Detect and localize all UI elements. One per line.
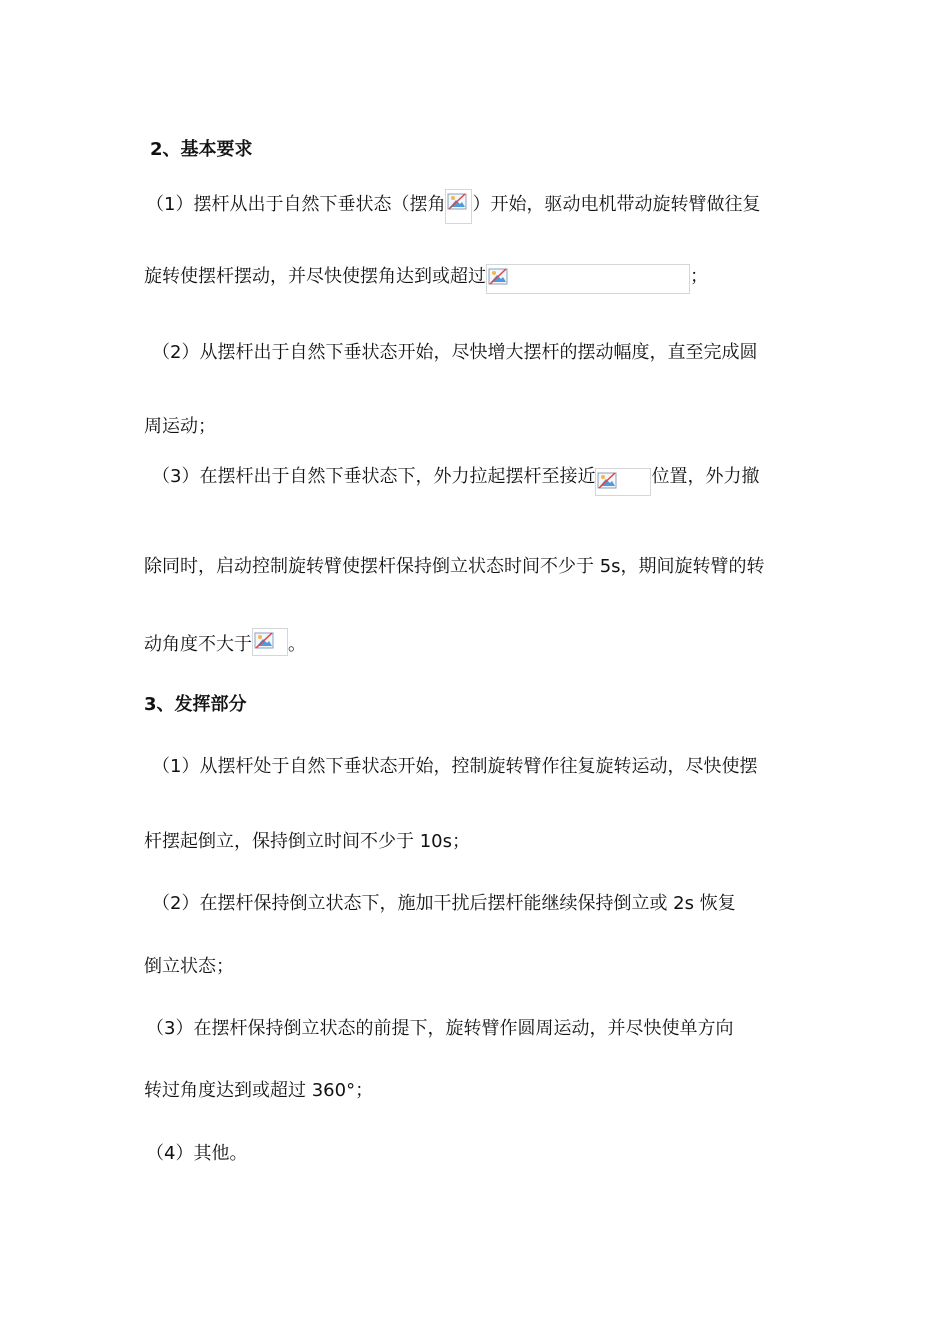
broken-image-icon — [445, 189, 472, 224]
section-2-item-3-line-1 — [152, 465, 759, 496]
section-3-item-1-line-2: 杆摆起倒立，保持倒立时间不少于 10s； — [144, 831, 471, 852]
broken-image-icon — [486, 264, 690, 294]
section-3-heading: 3、发挥部分 — [144, 694, 247, 715]
text-fragment: 动角度不大于 — [144, 634, 252, 655]
section-3-item-3-line-2: 转过角度达到或超过 360°； — [144, 1080, 374, 1101]
section-3-item-4-line-1: （4）其他。 — [146, 1143, 248, 1164]
section-3-item-2-line-2: 倒立状态； — [144, 956, 234, 977]
text-fragment: ）开始，驱动电机带动旋转臂做往复 — [472, 194, 761, 215]
section-3-item-1-line-1: （1）从摆杆处于自然下垂状态开始，控制旋转臂作往复旋转运动，尽快使摆 — [152, 756, 758, 777]
section-2-item-1-line-2 — [144, 264, 708, 294]
section-3-item-2-line-1: （2）在摆杆保持倒立状态下，施加干扰后摆杆能继续保持倒立或 2s 恢复 — [152, 893, 736, 914]
text-fragment: （1）摆杆从出于自然下垂状态（摆角 — [146, 194, 446, 215]
section-2-item-1-line-1 — [146, 189, 760, 224]
text-fragment: ； — [690, 266, 708, 287]
section-2-item-2-line-1: （2）从摆杆出于自然下垂状态开始，尽快增大摆杆的摆动幅度，直至完成圆 — [152, 342, 758, 363]
section-2-item-3-line-3 — [144, 628, 306, 657]
text-fragment: （3）在摆杆出于自然下垂状态下，外力拉起摆杆至接近 — [152, 466, 596, 487]
section-2-item-2-line-2: 周运动； — [144, 416, 216, 437]
broken-image-icon — [595, 468, 651, 496]
section-3-item-3-line-1: （3）在摆杆保持倒立状态的前提下，旋转臂作圆周运动，并尽快使单方向 — [146, 1018, 734, 1039]
text-fragment: 位置，外力撤 — [651, 466, 760, 487]
text-fragment: 。 — [288, 634, 306, 655]
section-2-item-3-line-2: 除同时，启动控制旋转臂使摆杆保持倒立状态时间不少于 5s，期间旋转臂的转 — [144, 556, 765, 577]
text-fragment: 旋转使摆杆摆动，并尽快使摆角达到或超过 — [144, 266, 486, 287]
broken-image-icon — [252, 628, 288, 656]
section-2-heading: 2、基本要求 — [150, 139, 253, 160]
